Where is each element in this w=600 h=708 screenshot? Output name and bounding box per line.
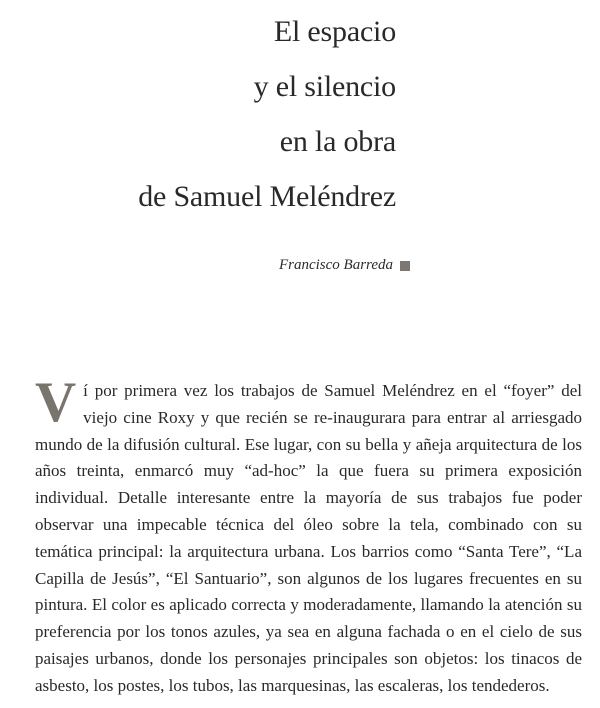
author-name: Francisco Barreda (278, 257, 393, 273)
title-line-1: El espacio (273, 15, 396, 48)
square-bullet-icon (400, 261, 410, 271)
article-body (35, 371, 582, 700)
title-line-2: y el silencio (253, 70, 396, 103)
byline (279, 257, 410, 274)
drop-cap: V (35, 371, 77, 434)
title-line-3: en la obra (279, 125, 396, 158)
article-title (138, 4, 396, 224)
article-text: í por primera vez los trabajos de Samuel Meléndrez en el “foyer” del viejo cine Roxy y que recién se re-inaugurara para entrar al arriesgado mundo de la difusión cultural. Ese lugar, con su bella y añeja arquitectura de los años treinta, enmarcó muy “ad-hoc” la que fuera su primera exposición individual. Detalle interesante entre la mayoría de sus trabajos fue poder observar una impecable técnica del óleo sobre la tela, combinado con su temática principal: la arquitectura urbana. Los barrios como “Santa Tere”, “La Capilla de Jesús”, “El Santuario”, son algunos de los lugares frecuentes en su pintura. El color es aplicado correcta y moderadamente, llamando la atención su preferencia por los tonos azules, ya sea en alguna fachada o en el cielo de sus paisajes urbanos, donde los personajes principales son objetos: los tinacos de asbesto, los postes, los tubos, las marquesinas, las escaleras, los tendederos. (35, 381, 582, 695)
title-line-4: de Samuel Meléndrez (138, 180, 396, 213)
